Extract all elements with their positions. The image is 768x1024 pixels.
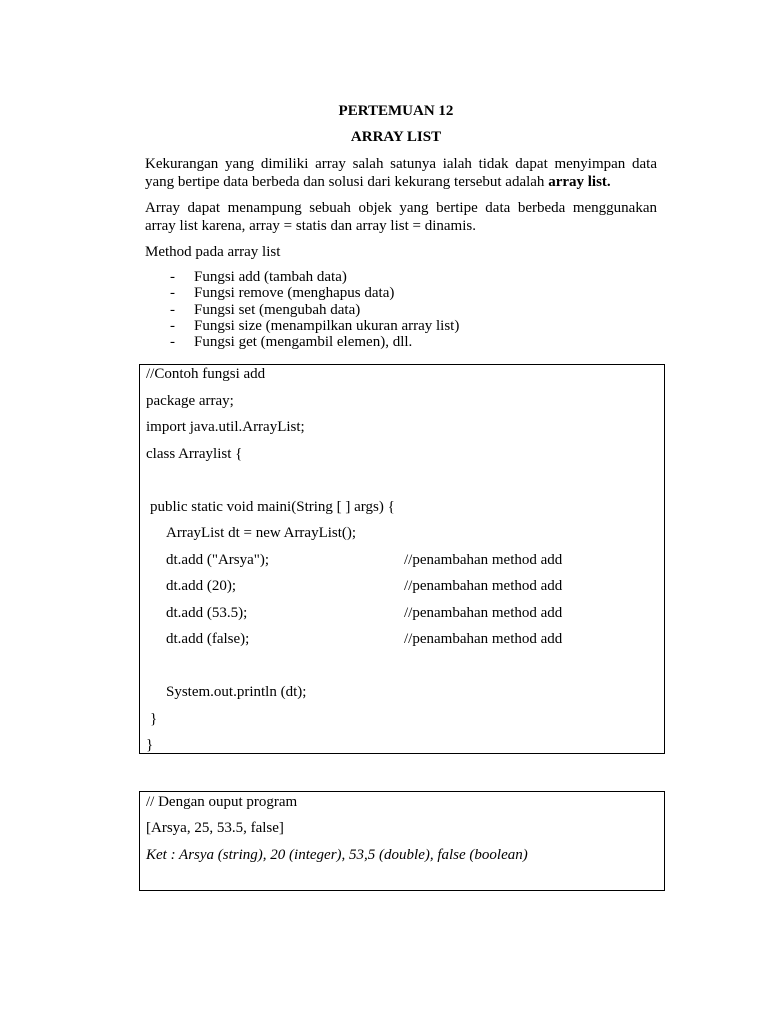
list-item-text: Fungsi size (menampilkan ukuran array list) xyxy=(194,317,460,334)
list-item xyxy=(170,302,459,318)
list-item xyxy=(170,269,459,285)
list-item xyxy=(170,334,459,350)
list-item-text: Fungsi set (mengubah data) xyxy=(194,301,361,318)
code-comment-title: //Contoh fungsi add xyxy=(146,366,266,382)
paragraph-intro-bold: array list. xyxy=(548,174,611,190)
paragraph-array-description: Array dapat menampung sebuah objek yang bertipe data berbeda menggunakan array list karena, array = statis dan array list = dinamis. xyxy=(145,200,657,234)
code-close-outer-brace: } xyxy=(146,737,154,753)
code-close-inner-brace: } xyxy=(150,711,158,727)
code-add-statement: dt.add (20); xyxy=(166,578,236,594)
paragraph-method-heading: Method pada array list xyxy=(145,244,281,260)
code-main-line: public static void maini(String [ ] args) { xyxy=(150,499,395,515)
code-import-line: import java.util.ArrayList; xyxy=(146,419,305,435)
code-class-line: class Arraylist { xyxy=(146,446,243,462)
list-item-text: Fungsi add (tambah data) xyxy=(194,269,347,285)
list-dash: - xyxy=(170,269,175,285)
code-add-comment: //penambahan method add xyxy=(404,552,563,568)
page-subtitle: ARRAY LIST xyxy=(350,129,442,145)
code-println-line: System.out.println (dt); xyxy=(166,684,307,700)
list-item xyxy=(170,285,459,301)
output-result: [Arsya, 25, 53.5, false] xyxy=(146,820,284,836)
list-item-text: Fungsi remove (menghapus data) xyxy=(194,285,395,302)
output-comment: // Dengan ouput program xyxy=(146,794,298,810)
code-add-comment: //penambahan method add xyxy=(404,605,563,621)
output-explanation: Ket : Arsya (string), 20 (integer), 53,5 (double), false (boolean) xyxy=(146,847,528,863)
list-dash: - xyxy=(170,301,175,318)
page-title: PERTEMUAN 12 xyxy=(338,103,454,119)
output-box xyxy=(139,791,665,891)
code-add-line xyxy=(166,577,563,595)
code-add-statement: dt.add (53.5); xyxy=(166,605,248,621)
list-dash: - xyxy=(170,317,175,334)
list-item xyxy=(170,318,459,334)
code-add-statement: dt.add (false); xyxy=(166,631,250,647)
code-add-comment: //penambahan method add xyxy=(404,578,563,594)
code-add-line xyxy=(166,630,563,648)
code-package-line: package array; xyxy=(146,393,234,409)
method-list xyxy=(170,269,459,350)
code-add-line xyxy=(166,604,563,622)
code-add-line xyxy=(166,551,563,569)
code-add-statement: dt.add ("Arsya"); xyxy=(166,552,270,568)
list-item-text: Fungsi get (mengambil elemen), dll. xyxy=(194,334,413,351)
code-list-declaration: ArrayList dt = new ArrayList(); xyxy=(166,525,357,541)
code-add-comment: //penambahan method add xyxy=(404,631,563,647)
paragraph-intro xyxy=(145,155,657,191)
list-dash: - xyxy=(170,334,175,351)
list-dash: - xyxy=(170,285,175,302)
code-example-box xyxy=(139,364,665,754)
paragraph-intro-text: Kekurangan yang dimiliki array salah satunya ialah tidak dapat menyimpan data yang bertipe data berbeda dan solusi dari kekurang tersebut adalah xyxy=(145,156,657,190)
